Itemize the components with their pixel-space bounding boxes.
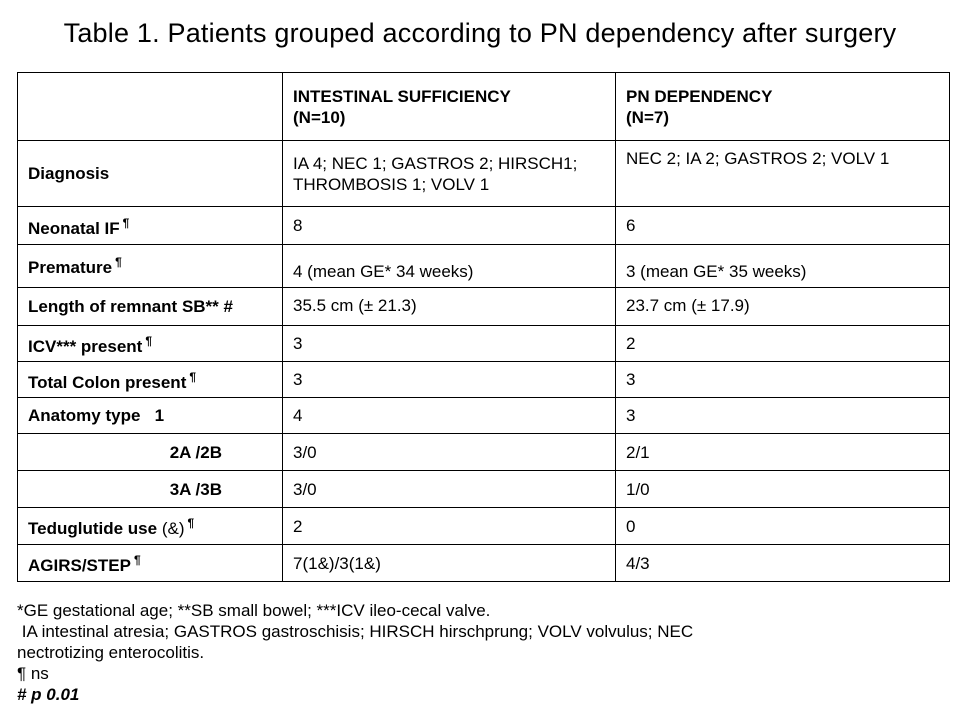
ns-mark: ¶ <box>133 553 141 567</box>
row-label-text: Teduglutide use <box>28 519 158 538</box>
table-row-diagnosis <box>18 141 950 207</box>
row-label-text: Anatomy type 1 <box>28 406 165 425</box>
row-label <box>18 362 283 398</box>
row-value-dependency: 3 <box>616 398 950 434</box>
table-row-anatomy-2a-2b <box>18 434 950 471</box>
row-value-sufficiency: 3 <box>283 326 616 362</box>
footnotes <box>17 600 947 705</box>
table-row-teduglutide <box>18 508 950 545</box>
row-label <box>18 141 283 207</box>
header-col2-line1: PN DEPENDENCY <box>626 86 773 106</box>
header-pn-dependency <box>616 73 950 141</box>
table-row-anatomy-type-1 <box>18 398 950 434</box>
table-row-icv-present <box>18 326 950 362</box>
row-value-sufficiency: 3 <box>283 362 616 398</box>
table-row-anatomy-3a-3b <box>18 471 950 508</box>
row-label <box>18 326 283 362</box>
row-label-text: Premature <box>28 258 113 277</box>
ns-mark: ¶ <box>189 369 197 384</box>
row-value-sufficiency: 4 <box>283 398 616 434</box>
row-value-sufficiency: 3/0 <box>283 471 616 508</box>
table-header-row <box>18 73 950 141</box>
row-value-sufficiency: 2 <box>283 508 616 545</box>
table-row-total-colon <box>18 362 950 398</box>
header-intestinal-sufficiency <box>283 73 616 141</box>
row-value-sufficiency: 35.5 cm (± 21.3) <box>283 288 616 326</box>
row-label <box>18 245 283 288</box>
header-col1-line1: INTESTINAL SUFFICIENCY <box>293 86 511 106</box>
row-label-extra: (&) <box>161 519 185 538</box>
row-label-text: AGIRS/STEP <box>28 556 131 575</box>
ns-mark: ¶ <box>145 333 153 348</box>
diagnosis-sufficiency-line1: IA 4; NEC 1; GASTROS 2; HIRSCH1; <box>293 153 578 173</box>
row-value-dependency: 3 <box>616 362 950 398</box>
table-row-neonatal-if <box>18 207 950 245</box>
row-value-dependency: 2/1 <box>616 434 950 471</box>
row-label-text: Neonatal IF <box>28 218 120 238</box>
table-row-agirs-step <box>18 545 950 582</box>
header-col2-line2: (N=7) <box>626 107 669 127</box>
row-label-text: 2A /2B <box>169 442 222 462</box>
row-label-text: Diagnosis <box>28 164 110 183</box>
row-value-dependency: NEC 2; IA 2; GASTROS 2; VOLV 1 <box>616 141 950 207</box>
footnote-ns: ¶ ns <box>17 664 49 683</box>
table-title: Table 1. Patients grouped according to PN dependency after surgery <box>63 18 897 48</box>
footnote-diagnoses-cont: nectrotizing enterocolitis. <box>17 643 205 662</box>
row-value-dependency: 6 <box>616 207 950 245</box>
header-empty-cell <box>18 73 283 141</box>
row-label <box>18 398 283 434</box>
row-value-sufficiency: 7(1&)/3(1&) <box>283 545 616 582</box>
ns-mark: ¶ <box>187 516 195 530</box>
footnote-p-value: # p 0.01 <box>17 685 80 704</box>
row-label <box>18 207 283 245</box>
row-value-dependency: 3 (mean GE* 35 weeks) <box>616 245 950 288</box>
row-value-sufficiency: 3/0 <box>283 434 616 471</box>
row-label <box>18 545 283 582</box>
row-value-sufficiency: 4 (mean GE* 34 weeks) <box>283 245 616 288</box>
row-value-sufficiency: 8 <box>283 207 616 245</box>
ns-mark: ¶ <box>122 215 130 230</box>
table-row-premature <box>18 245 950 288</box>
row-value-dependency: 23.7 cm (± 17.9) <box>616 288 950 326</box>
header-col1-line2: (N=10) <box>293 107 346 127</box>
footnote-abbreviations: *GE gestational age; **SB small bowel; ***ICV ileo-cecal valve. <box>17 601 491 620</box>
row-value-dependency: 2 <box>616 326 950 362</box>
row-value-dependency: 4/3 <box>616 545 950 582</box>
row-label <box>18 288 283 326</box>
row-label-text: 3A /3B <box>169 479 222 499</box>
table-row-remnant-sb <box>18 288 950 326</box>
patients-table <box>17 72 950 582</box>
diagnosis-sufficiency-line2: THROMBOSIS 1; VOLV 1 <box>293 174 490 194</box>
row-label-text: Length of remnant SB** # <box>28 297 233 316</box>
row-label <box>18 471 283 508</box>
row-label <box>18 508 283 545</box>
row-label <box>18 434 283 471</box>
row-value-dependency: 0 <box>616 508 950 545</box>
ns-mark: ¶ <box>115 255 122 269</box>
row-value-dependency: 1/0 <box>616 471 950 508</box>
row-label-text: Total Colon present <box>28 372 187 392</box>
row-label-text: ICV*** present <box>28 336 143 356</box>
row-value-sufficiency <box>283 141 616 207</box>
footnote-diagnoses: IA intestinal atresia; GASTROS gastroschisis; HIRSCH hirschprung; VOLV volvulus; NEC <box>17 622 694 641</box>
